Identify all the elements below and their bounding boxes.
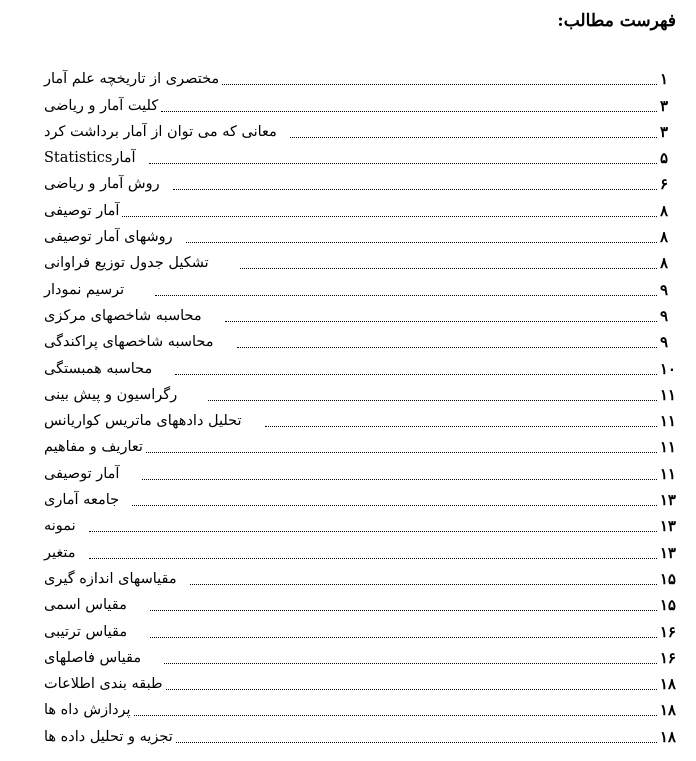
toc-entry[interactable] (44, 487, 676, 513)
toc-entry-label: مقیاس ترتیبی (44, 623, 128, 640)
toc-entry[interactable] (44, 329, 676, 355)
toc-dot-leader (176, 742, 657, 743)
toc-dot-leader (164, 663, 657, 664)
toc-entry-label: نمونه (44, 518, 76, 535)
toc-entry[interactable] (44, 513, 676, 539)
toc-entry[interactable] (44, 434, 676, 460)
toc-entry-label: مختصری از تاریخچه علم آمار (44, 71, 220, 88)
toc-dot-leader (132, 505, 657, 506)
toc-entry-page-number: ۱۱ (659, 385, 676, 404)
toc-entry[interactable] (44, 408, 676, 434)
toc-entry[interactable] (44, 66, 676, 92)
toc-entry-page-number: ۱۶ (659, 622, 676, 641)
toc-entry-page-number: ۱ (660, 70, 669, 89)
toc-entry-label: مقیاسهای اندازه گیری (44, 570, 177, 587)
toc-entry-page-number: ۱۵ (659, 596, 676, 615)
toc-dot-leader (175, 374, 657, 375)
toc-entry[interactable] (44, 723, 676, 749)
toc-entry-label: روش آمار و ریاضی (44, 176, 160, 193)
toc-entry-page-number: ۸ (660, 254, 669, 273)
toc-entry-page-number: ۱۶ (659, 648, 676, 667)
toc-entry[interactable] (44, 697, 676, 723)
toc-entry[interactable] (44, 592, 676, 618)
toc-entry-label: پردازش داه ها (44, 702, 131, 719)
toc-entry-page-number: ۵ (660, 149, 669, 168)
toc-entry-page-number: ۱۸ (659, 675, 676, 694)
toc-dot-leader (89, 558, 657, 559)
toc-entry[interactable] (44, 276, 676, 302)
toc-entry-label: محاسبه شاخصهای مرکزی (44, 307, 202, 324)
toc-dot-leader (190, 584, 657, 585)
toc-entry-label: معانی که می توان از آمار برداشت کرد (44, 123, 277, 140)
toc-entry[interactable] (44, 119, 676, 145)
toc-entry[interactable] (44, 250, 676, 276)
toc-entry[interactable] (44, 171, 676, 197)
toc-dot-leader (89, 531, 657, 532)
toc-entry-page-number: ۱۳ (659, 543, 676, 562)
toc-entry-page-number: ۱۱ (659, 412, 676, 431)
toc-entry[interactable] (44, 355, 676, 381)
toc-dot-leader (155, 295, 657, 296)
toc-entry[interactable] (44, 618, 676, 644)
toc-entry-page-number: ۹ (660, 333, 669, 352)
toc-entry-page-number: ۱۸ (659, 701, 676, 720)
toc-entry-label: رگراسیون و پیش بینی (44, 386, 178, 403)
toc-entry-label: محاسبه شاخصهای پراکندگی (44, 334, 214, 351)
toc-entry-page-number: ۹ (660, 280, 669, 299)
toc-dot-leader (186, 242, 657, 243)
toc-entry-label: تشکیل جدول توزیع فراوانی (44, 255, 209, 272)
toc-dot-leader (222, 84, 657, 85)
toc-dot-leader (149, 163, 657, 164)
toc-entry-page-number: ۱۰ (659, 359, 676, 378)
toc-entry-label: آمار توصیفی (44, 465, 120, 482)
toc-entry[interactable] (44, 145, 676, 171)
toc-entry-page-number: ۱۱ (659, 464, 676, 483)
toc-entry[interactable] (44, 460, 676, 486)
toc-entry-label: تعاریف و مفاهیم (44, 439, 143, 456)
toc-entry-page-number: ۱۳ (659, 517, 676, 536)
toc-dot-leader (240, 268, 657, 269)
toc-dot-leader (150, 637, 657, 638)
toc-entry-label: کلیت آمار و ریاضی (44, 97, 159, 114)
toc-entry[interactable] (44, 303, 676, 329)
toc-entry[interactable] (44, 92, 676, 118)
toc-entry-label: ترسیم نمودار (44, 281, 125, 298)
toc-entry-page-number: ۶ (660, 175, 669, 194)
toc-dot-leader (134, 715, 657, 716)
toc-dot-leader (237, 347, 657, 348)
toc-entry-label: مقیاس فاصلهای (44, 649, 142, 666)
toc-entry-page-number: ۸ (660, 201, 669, 220)
toc-entry-label: آمارStatistics (44, 150, 136, 167)
toc-entry-page-number: ۳ (660, 96, 669, 115)
toc-entry-label: محاسبه همبستگی (44, 360, 153, 377)
toc-entry-label: تحلیل دادههای ماتریس کواریانس (44, 413, 242, 430)
toc-dot-leader (225, 321, 657, 322)
toc-dot-leader (142, 479, 656, 480)
toc-entry-label: متغیر (44, 544, 76, 561)
toc-dot-leader (166, 689, 657, 690)
toc-entry[interactable] (44, 645, 676, 671)
toc-entry[interactable] (44, 382, 676, 408)
toc-entry-page-number: ۸ (660, 228, 669, 247)
toc-dot-leader (173, 189, 657, 190)
toc-entry-label: جامعه آماری (44, 492, 120, 509)
toc-entry-page-number: ۱۳ (659, 491, 676, 510)
toc-dot-leader (150, 610, 657, 611)
toc-title: فهرست مطالب: (557, 11, 676, 31)
toc-dot-leader (290, 137, 657, 138)
toc-entry[interactable] (44, 197, 676, 223)
toc-entry-label: مقیاس اسمی (44, 597, 127, 614)
toc-entry-label: روشهای آمار توصیفی (44, 229, 173, 246)
toc-entry-label: طبقه بندی اطلاعات (44, 676, 163, 693)
toc-dot-leader (208, 400, 657, 401)
toc-dot-leader (146, 452, 657, 453)
toc-entry-page-number: ۹ (660, 306, 669, 325)
toc-entry[interactable] (44, 671, 676, 697)
toc-dot-leader (122, 216, 657, 217)
toc-entry-label: تجزیه و تحلیل داده ها (44, 728, 173, 745)
toc-entry[interactable] (44, 224, 676, 250)
toc-dot-leader (265, 426, 657, 427)
toc-entry-page-number: ۱۸ (659, 727, 676, 746)
toc-entry-label: آمار توصیفی (44, 202, 120, 219)
toc-list (44, 66, 676, 750)
toc-entry-page-number: ۱۱ (659, 438, 676, 457)
toc-entry[interactable] (44, 539, 676, 565)
toc-entry[interactable] (44, 566, 676, 592)
toc-dot-leader (161, 111, 657, 112)
toc-entry-page-number: ۱۵ (659, 569, 676, 588)
toc-entry-page-number: ۳ (660, 122, 669, 141)
